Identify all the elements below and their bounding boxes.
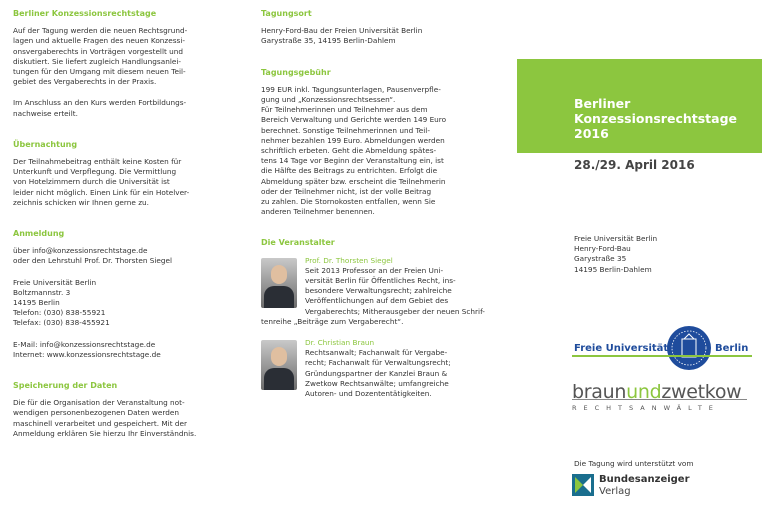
heading-tagungsgebuehr: Tagungsgebühr bbox=[261, 67, 331, 77]
left-column bbox=[13, 9, 245, 439]
bz-logo-part: braun bbox=[572, 381, 627, 403]
heading-konzessionsrechtstage: Berliner Konzessionsrechtstage bbox=[13, 9, 157, 18]
heading-tagungsort: Tagungsort bbox=[261, 9, 312, 18]
certificate-paragraph: Im Anschluss an den Kurs werden Fortbildungs- nachweise erteilt. bbox=[13, 98, 187, 118]
fu-logo-text-left: Freie Universität bbox=[574, 343, 669, 354]
address-paragraph: Freie Universität Berlin Boltzmannstr. 3 14195 Berlin Telefon: (030) 838-55921 Telefax: (030) 838-455921 bbox=[13, 277, 110, 328]
fu-berlin-logo bbox=[572, 324, 752, 372]
contact-paragraph: E-Mail: info@konzessionsrechtstage.de Internet: www.konzessionsrechtstage.de bbox=[13, 339, 161, 359]
bz-logo-part: und bbox=[626, 381, 662, 403]
bz-logo-part: zwetkow bbox=[661, 381, 742, 403]
accommodation-paragraph: Der Teilnahmebeitrag enthält keine Kosten für Unterkunft und Verpflegung. Die Vermittlung von Hotelzimmern durch die Universität ist leider nicht möglich. Einen Link für ein Hotelver- zeichnis schicken wir Ihnen gerne zu. bbox=[13, 157, 190, 207]
organizer-bio: Seit 2013 Professor an der Freien Uni- versität Berlin für Öffentliches Recht, ins- besondere Verwaltungsrecht; zahlreiche Veröffentlichungen auf dem Gebiet des Vergaberechts; Mitherausgeber der neuen Schrif- tenreihe „Beiträge zum Vergaberecht“. bbox=[261, 265, 485, 326]
intro-paragraph: Auf der Tagung werden die neuen Rechtsgrund- lagen und aktuelle Fragen des neuen Konzessi- onsvergaberechts in Vorträgen vorgestellt und diskutiert. Sie liefert zugleich Handlungsanlei- tungen für den Umgang mit diesem neuen Teil- gebiet des Vergaberechts in der Praxis. bbox=[13, 26, 188, 87]
event-title-banner: Berliner Konzessionsrechtstage 2016 bbox=[517, 59, 762, 153]
organizer-siegel bbox=[261, 256, 506, 327]
heading-datenspeicherung: Speicherung der Daten bbox=[13, 381, 118, 391]
heading-uebernachtung: Übernachtung bbox=[13, 139, 78, 149]
portrait-photo bbox=[261, 340, 297, 390]
organizer-braun bbox=[261, 338, 506, 399]
portrait-photo bbox=[261, 258, 297, 308]
heading-anmeldung: Anmeldung bbox=[13, 229, 65, 239]
bz-logo-subtitle: RECHTSANWÄLTE bbox=[572, 399, 747, 413]
organizer-name: Prof. Dr. Thorsten Siegel bbox=[305, 255, 393, 265]
venue-paragraph: Henry-Ford-Bau der Freien Universität Berlin Garystraße 35, 14195 Berlin-Dahlem bbox=[261, 26, 423, 46]
heading-veranstalter: Die Veranstalter bbox=[261, 238, 335, 248]
organizer-bio: Rechtsanwalt; Fachanwalt für Vergabe- recht; Fachanwalt für Verwaltungsrecht; Gründungspartner der Kanzlei Braun & Zwetkow Rechtsanwälte; umfangreiche Autoren- und Dozententätigkeiten. bbox=[305, 348, 451, 399]
event-date: 28./29. April 2016 bbox=[574, 158, 695, 172]
registration-paragraph: über info@konzessionsrechtstage.de oder den Lehrstuhl Prof. Dr. Thorsten Siegel bbox=[13, 246, 173, 266]
ba-logo-line1: Bundesanzeiger bbox=[599, 474, 690, 485]
venue-address: Freie Universität Berlin Henry-Ford-Bau Garystraße 35 14195 Berlin-Dahlem bbox=[574, 234, 658, 274]
braun-zwetkow-logo bbox=[572, 381, 752, 431]
privacy-paragraph: Die für die Organisation der Veranstaltung not- wendigen personenbezogenen Daten werden maschinell verarbeitet und gespeichert. Mit der Anmeldung erklären Sie hierzu Ihr Einverständnis. bbox=[13, 398, 197, 438]
fu-logo-text-right: Berlin bbox=[715, 343, 749, 354]
bundesanzeiger-mark-icon bbox=[572, 474, 594, 496]
fee-paragraph: 199 EUR inkl. Tagungsunterlagen, Pausenverpfle- gung und „Konzessionsrechtsessen“. Für Teilnehmerinnen und Teilnehmer aus dem Bereich Verwaltung und Gerichte werden 149 Euro berechnet. Sonstige Teilnehmerinnen und Teil- nehmer bezahlen 199 Euro. Abmeldungen werden schriftlich erbeten. Geht die Abmeldung spätes- tens 14 Tage vor Beginn der Veranstaltung ein, ist die Hälfte des Beitrags zu entrichten. Erfolgt die Abmeldung später bzw. erscheint die Teilnehmerin oder der Teilnehmer nicht, ist der volle Beitrag zu zahlen. Die Stornokosten entfallen, wenn Sie anderen Teilnehmer benennen. bbox=[261, 84, 447, 217]
support-note: Die Tagung wird unterstützt vom bbox=[574, 459, 694, 468]
ba-logo-line2: Verlag bbox=[599, 486, 631, 497]
cover-column bbox=[517, 0, 762, 508]
organizer-name: Dr. Christian Braun bbox=[305, 338, 375, 348]
middle-column bbox=[261, 9, 506, 399]
